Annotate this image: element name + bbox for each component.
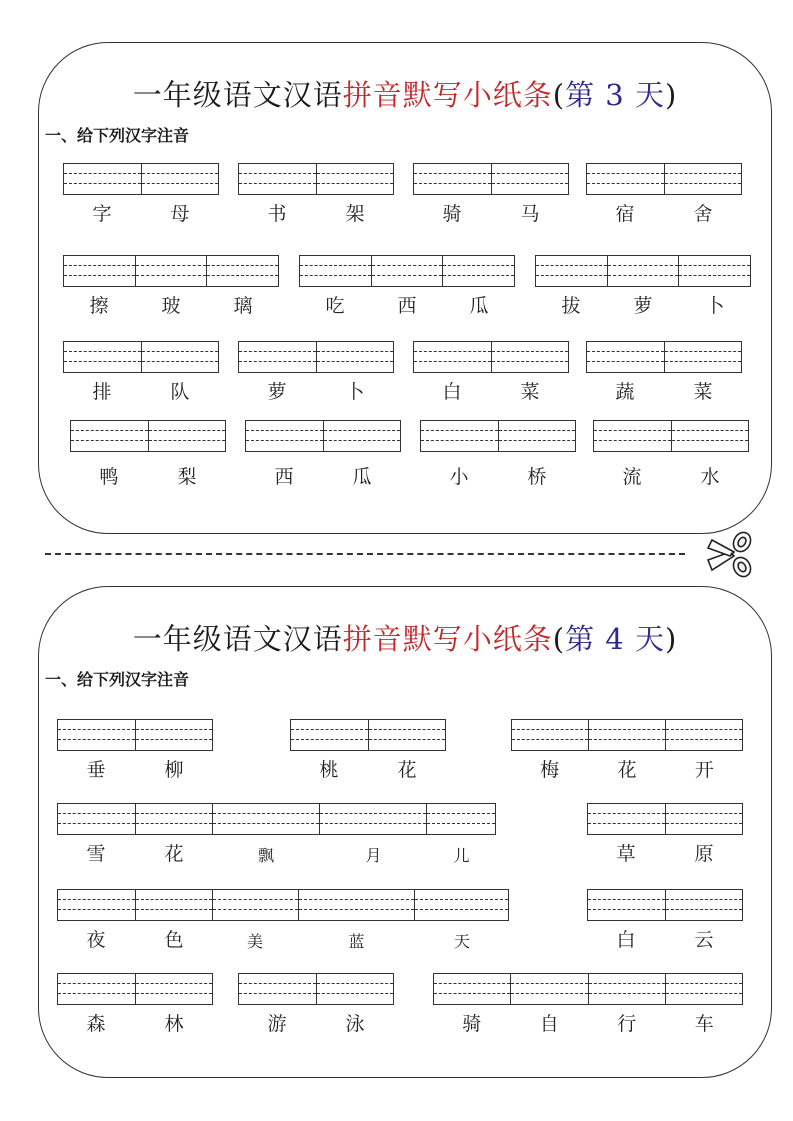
hanzi: 开: [694, 759, 714, 781]
pinyin-cell[interactable]: [324, 421, 401, 451]
hanzi: 行: [617, 1013, 637, 1035]
pinyin-cell[interactable]: [672, 421, 749, 451]
hanzi: 吃: [325, 295, 345, 317]
pinyin-cell[interactable]: [64, 342, 142, 372]
hanzi: 水: [700, 466, 720, 488]
hanzi: 母: [170, 203, 190, 225]
pinyin-cell[interactable]: [434, 974, 511, 1004]
pinyin-cell[interactable]: [665, 164, 742, 194]
hanzi: 桥: [527, 466, 547, 488]
hanzi: 字: [92, 203, 112, 225]
hanzi: 西: [274, 466, 294, 488]
pinyin-cell[interactable]: [589, 720, 666, 750]
title-red-text: 拼音默写小纸条: [342, 78, 553, 112]
hanzi: 梅: [540, 759, 560, 781]
paren-open: (: [552, 78, 566, 112]
pinyin-cell[interactable]: [587, 164, 665, 194]
paren-open: (: [552, 622, 566, 656]
pinyin-cell[interactable]: [58, 890, 136, 920]
pinyin-group: [57, 719, 213, 782]
pinyin-cell[interactable]: [666, 720, 742, 750]
day3-card: [38, 42, 772, 534]
hanzi: 色: [164, 929, 184, 951]
pinyin-group: [413, 341, 569, 404]
hanzi: 卜: [705, 295, 725, 317]
pinyin-group: [212, 803, 496, 866]
paren-close: ): [664, 622, 678, 656]
pinyin-group: [535, 255, 751, 318]
pinyin-cell[interactable]: [291, 720, 369, 750]
pinyin-cell[interactable]: [207, 256, 278, 286]
pinyin-cell[interactable]: [511, 974, 588, 1004]
hanzi: 队: [170, 381, 190, 403]
pinyin-cell[interactable]: [665, 342, 742, 372]
section-heading: 一、给下列汉字注音: [45, 126, 190, 145]
pinyin-group: [593, 420, 749, 489]
pinyin-cell[interactable]: [239, 342, 317, 372]
day3-title: [39, 73, 771, 114]
pinyin-group: [586, 163, 742, 226]
hanzi: 萝: [633, 295, 653, 317]
title-red-text: 拼音默写小纸条: [342, 622, 553, 656]
pinyin-cell[interactable]: [492, 342, 569, 372]
pinyin-cell[interactable]: [136, 720, 213, 750]
hanzi: 梨: [177, 466, 197, 488]
hanzi: 车: [694, 1013, 714, 1035]
title-grade-text: 一年级语文汉语: [132, 78, 343, 112]
hanzi: 瓜: [352, 466, 372, 488]
pinyin-cell[interactable]: [149, 421, 226, 451]
hanzi: 菜: [520, 381, 540, 403]
pinyin-cell[interactable]: [136, 804, 213, 834]
pinyin-cell[interactable]: [512, 720, 589, 750]
hanzi: 白: [442, 381, 462, 403]
hanzi: 夜: [86, 929, 106, 951]
hanzi: 菜: [693, 381, 713, 403]
pinyin-cell[interactable]: [369, 720, 446, 750]
title-grade-text: 一年级语文汉语: [132, 622, 343, 656]
pinyin-cell[interactable]: [317, 974, 394, 1004]
hanzi: 蓝: [348, 932, 365, 951]
pinyin-cell[interactable]: [213, 890, 299, 920]
pinyin-group: [290, 719, 446, 782]
pinyin-cell[interactable]: [136, 256, 208, 286]
hanzi: 雪: [86, 843, 106, 865]
hanzi: 排: [92, 381, 112, 403]
hanzi: 柳: [164, 759, 184, 781]
pinyin-group: [420, 420, 576, 489]
pinyin-group: [63, 163, 219, 226]
hanzi: 蔬: [615, 381, 635, 403]
hanzi: 书: [267, 203, 287, 225]
hanzi: 璃: [233, 295, 253, 317]
hanzi: 花: [397, 759, 417, 781]
pinyin-cell[interactable]: [587, 342, 665, 372]
pinyin-cell[interactable]: [58, 974, 136, 1004]
hanzi: 月: [365, 846, 382, 865]
hanzi: 原: [694, 843, 714, 865]
pinyin-group: [586, 341, 742, 404]
pinyin-group: [238, 341, 394, 404]
pinyin-group: [433, 973, 743, 1036]
day4-card: [38, 586, 772, 1078]
pinyin-group: [57, 973, 213, 1036]
pinyin-group: [57, 803, 213, 866]
pinyin-cell[interactable]: [443, 256, 514, 286]
pinyin-cell[interactable]: [317, 164, 394, 194]
hanzi: 鸭: [99, 466, 119, 488]
pinyin-cell[interactable]: [300, 256, 372, 286]
pinyin-group: [57, 889, 213, 952]
pinyin-cell[interactable]: [666, 974, 742, 1004]
pinyin-cell[interactable]: [299, 890, 415, 920]
pinyin-cell[interactable]: [608, 256, 680, 286]
hanzi: 拔: [561, 295, 581, 317]
section-heading: 一、给下列汉字注音: [45, 670, 190, 689]
pinyin-group: [63, 255, 279, 318]
pinyin-group: [70, 420, 226, 489]
hanzi: 天: [453, 932, 470, 951]
pinyin-cell[interactable]: [64, 256, 136, 286]
pinyin-cell[interactable]: [142, 164, 219, 194]
pinyin-group: [238, 973, 394, 1036]
hanzi: 舍: [693, 203, 713, 225]
hanzi: 游: [267, 1013, 287, 1035]
hanzi: 垂: [86, 759, 106, 781]
pinyin-cell[interactable]: [239, 974, 317, 1004]
pinyin-group: [245, 420, 401, 489]
hanzi: 花: [617, 759, 637, 781]
pinyin-group: [587, 803, 743, 866]
pinyin-cell[interactable]: [246, 421, 324, 451]
hanzi: 儿: [453, 846, 470, 865]
hanzi: 瓜: [469, 295, 489, 317]
pinyin-cell[interactable]: [427, 804, 495, 834]
pinyin-cell[interactable]: [213, 804, 320, 834]
pinyin-cell[interactable]: [536, 256, 608, 286]
pinyin-cell[interactable]: [414, 164, 492, 194]
hanzi: 骑: [462, 1013, 482, 1035]
pinyin-cell[interactable]: [421, 421, 499, 451]
hanzi: 云: [694, 929, 714, 951]
pinyin-cell[interactable]: [415, 890, 508, 920]
hanzi: 小: [449, 466, 469, 488]
hanzi: 西: [397, 295, 417, 317]
hanzi: 泳: [345, 1013, 365, 1035]
pinyin-cell[interactable]: [58, 804, 136, 834]
pinyin-cell[interactable]: [320, 804, 427, 834]
day4-title: [39, 617, 771, 658]
title-day-text: 第 3 天: [565, 78, 665, 112]
pinyin-cell[interactable]: [136, 890, 213, 920]
pinyin-cell[interactable]: [239, 164, 317, 194]
hanzi: 美: [246, 932, 263, 951]
pinyin-cell[interactable]: [492, 164, 569, 194]
pinyin-cell[interactable]: [666, 804, 743, 834]
pinyin-group: [63, 341, 219, 404]
pinyin-cell[interactable]: [317, 342, 394, 372]
pinyin-cell[interactable]: [414, 342, 492, 372]
hanzi: 林: [164, 1013, 184, 1035]
hanzi: 飘: [257, 846, 274, 865]
cut-line: [45, 553, 685, 555]
hanzi: 卜: [345, 381, 365, 403]
pinyin-group: [413, 163, 569, 226]
hanzi: 架: [345, 203, 365, 225]
hanzi: 白: [616, 929, 636, 951]
scissors-icon: [700, 530, 756, 580]
pinyin-cell[interactable]: [71, 421, 149, 451]
hanzi: 草: [616, 843, 636, 865]
paren-close: ): [664, 78, 678, 112]
pinyin-cell[interactable]: [589, 974, 666, 1004]
hanzi: 自: [539, 1013, 559, 1035]
pinyin-cell[interactable]: [58, 720, 136, 750]
hanzi: 萝: [267, 381, 287, 403]
title-day-text: 第 4 天: [565, 622, 665, 656]
hanzi: 花: [164, 843, 184, 865]
hanzi: 桃: [319, 759, 339, 781]
pinyin-cell[interactable]: [588, 804, 666, 834]
pinyin-cell[interactable]: [666, 890, 743, 920]
pinyin-cell[interactable]: [594, 421, 672, 451]
hanzi: 流: [622, 466, 642, 488]
hanzi: 骑: [442, 203, 462, 225]
pinyin-cell[interactable]: [64, 164, 142, 194]
pinyin-cell[interactable]: [679, 256, 750, 286]
pinyin-cell[interactable]: [588, 890, 666, 920]
hanzi: 马: [520, 203, 540, 225]
pinyin-group: [299, 255, 515, 318]
pinyin-group: [511, 719, 743, 782]
pinyin-cell[interactable]: [142, 342, 219, 372]
hanzi: 擦: [89, 295, 109, 317]
hanzi: 玻: [161, 295, 181, 317]
pinyin-cell[interactable]: [499, 421, 576, 451]
hanzi: 森: [86, 1013, 106, 1035]
pinyin-group: [212, 889, 509, 952]
pinyin-group: [238, 163, 394, 226]
pinyin-cell[interactable]: [372, 256, 444, 286]
pinyin-group: [587, 889, 743, 952]
pinyin-cell[interactable]: [136, 974, 213, 1004]
hanzi: 宿: [615, 203, 635, 225]
